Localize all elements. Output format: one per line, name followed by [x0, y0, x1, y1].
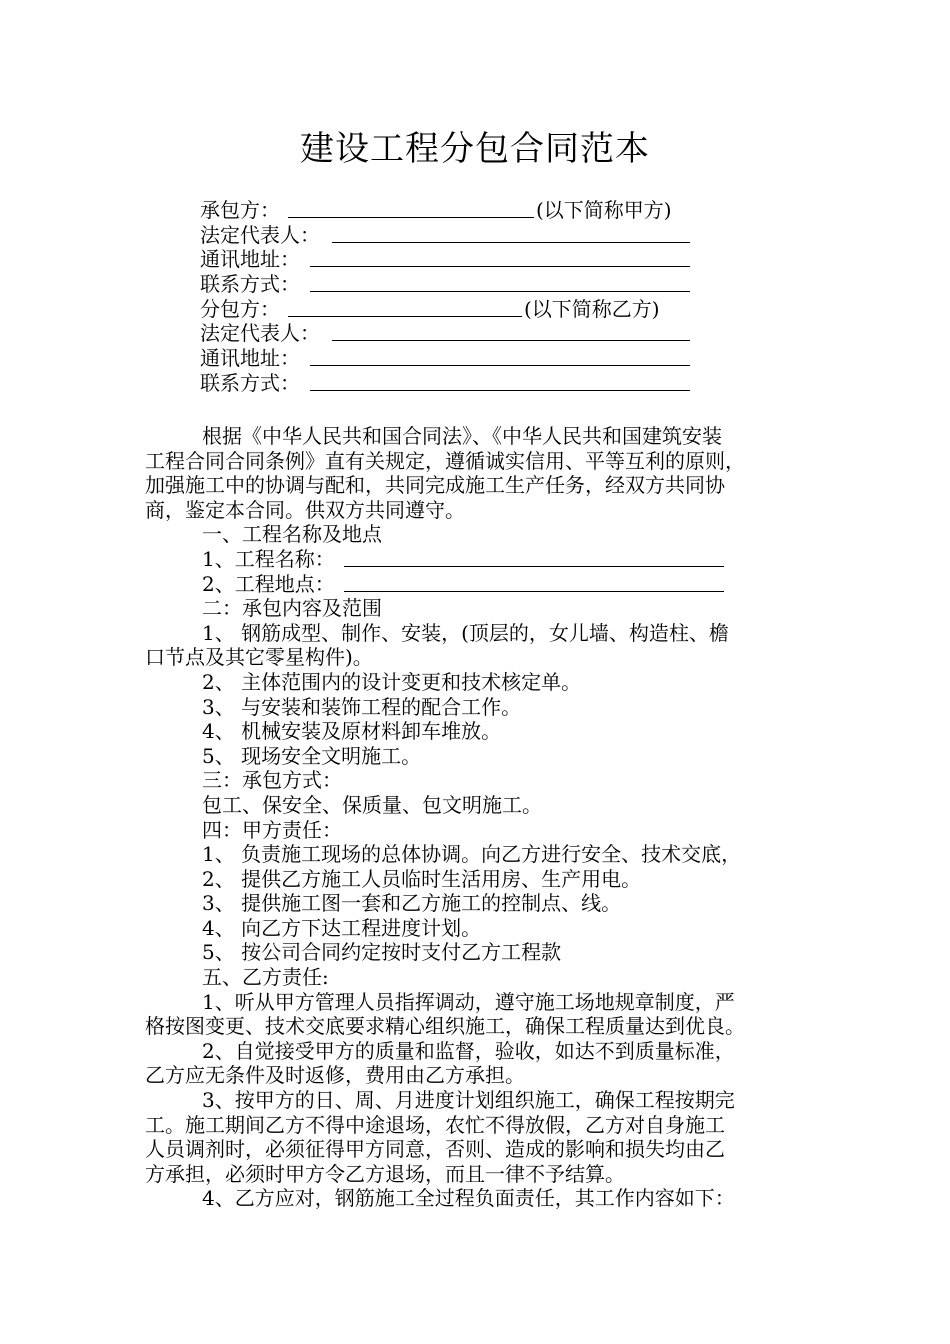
contact-row-1 — [200, 272, 720, 297]
legal-rep-row-1 — [200, 223, 720, 248]
legal-rep-blank-2[interactable] — [332, 340, 690, 341]
section-2-heading: 二：承包内容及范围 — [202, 596, 382, 621]
contact-label-2: 联系方式： — [200, 370, 300, 395]
section-3-content: 包工、保安全、保质量、包文明施工。 — [202, 792, 542, 817]
intro-line: 商，鉴定本合同。供双方共同遵守。 — [145, 497, 465, 522]
project-name-blank[interactable] — [344, 566, 724, 567]
section-2-item: 4、 机械安装及原材料卸车堆放。 — [202, 719, 502, 744]
contact-blank-1[interactable] — [310, 291, 690, 292]
subcontractor-label: 分包方： — [200, 296, 280, 321]
contact-row-2 — [200, 371, 720, 396]
section-5-line: 2、自觉接受甲方的质量和监督，验收，如达不到质量标准， — [202, 1038, 735, 1063]
section-5-line: 4、乙方应对，钢筋施工全过程负面责任，其工作内容如下： — [202, 1186, 735, 1211]
legal-rep-label-1: 法定代表人： — [200, 222, 320, 247]
address-label-1: 通讯地址： — [200, 247, 300, 272]
section-5-line: 人员调剂时，必须征得甲方同意，否则、造成的影响和损失均由乙 — [145, 1137, 725, 1162]
intro-line: 工程合同合同条例》直有关规定，遵循诚实信用、平等互利的原则， — [145, 448, 745, 473]
project-name-row — [145, 547, 810, 572]
section-5-line: 方承担，必须时甲方令乙方退场，而且一律不予结算。 — [145, 1161, 625, 1186]
contractor-label: 承包方： — [200, 198, 280, 222]
subcontractor-row — [200, 297, 720, 322]
contact-blank-2[interactable] — [310, 390, 690, 391]
subcontractor-blank[interactable] — [288, 316, 522, 317]
section-4-item: 2、 提供乙方施工人员临时生活用房、生产用电。 — [202, 866, 642, 891]
intro-line: 根据《中华人民共和国合同法》、《中华人民共和国建筑安装 — [202, 424, 722, 448]
section-2-item: 3、 与安装和装饰工程的配合工作。 — [202, 694, 522, 719]
contractor-row — [200, 198, 720, 223]
section-2-item: 口节点及其它零星构件)。 — [145, 645, 373, 670]
legal-rep-row-2 — [200, 321, 720, 346]
section-4-item: 5、 按公司合同约定按时支付乙方工程款 — [202, 940, 562, 965]
legal-rep-blank-1[interactable] — [332, 242, 690, 243]
section-4-item: 1、 负责施工现场的总体协调。向乙方进行安全、技术交底， — [202, 842, 742, 867]
intro-line: 加强施工中的协调与配和，共同完成施工生产任务，经双方共同协 — [145, 473, 725, 498]
project-location-label: 2、工程地点： — [202, 571, 335, 596]
section-1-heading: 一、工程名称及地点 — [202, 522, 382, 547]
address-row-1 — [200, 247, 720, 272]
address-blank-2[interactable] — [310, 365, 690, 366]
subcontractor-suffix: (以下简称乙方) — [524, 296, 660, 321]
section-4-item: 4、 向乙方下达工程进度计划。 — [202, 915, 482, 940]
section-5-line: 格按图变更、技术交底要求精心组织施工，确保工程质量达到优良。 — [145, 1014, 745, 1039]
section-5-line: 工。施工期间乙方不得中途退场，农忙不得放假，乙方对自身施工 — [145, 1112, 725, 1137]
section-2-item: 1、 钢筋成型、制作、安装，(顶层的，女儿墙、构造柱、檐 — [202, 620, 729, 645]
section-5-heading: 五、乙方责任: — [202, 965, 329, 990]
page-title: 建设工程分包合同范本 — [300, 129, 650, 169]
section-3-heading: 三：承包方式： — [202, 768, 342, 793]
address-row-2 — [200, 346, 720, 371]
contractor-blank[interactable] — [288, 217, 534, 218]
section-5-line: 1、听从甲方管理人员指挥调动，遵守施工场地规章制度，严 — [202, 989, 735, 1014]
section-4-heading: 四：甲方责任： — [202, 817, 342, 842]
section-5-line: 乙方应无条件及时返修，费用由乙方承担。 — [145, 1063, 525, 1088]
section-2-item: 5、 现场安全文明施工。 — [202, 743, 422, 768]
address-label-2: 通讯地址： — [200, 346, 300, 371]
project-location-blank[interactable] — [344, 591, 724, 592]
address-blank-1[interactable] — [310, 266, 690, 267]
contractor-suffix: (以下简称甲方) — [536, 198, 672, 222]
party-info-block — [200, 198, 720, 396]
legal-rep-label-2: 法定代表人： — [200, 321, 320, 346]
section-2-item: 2、 主体范围内的设计变更和技术核定单。 — [202, 669, 582, 694]
project-location-row — [145, 572, 810, 597]
project-name-label: 1、工程名称： — [202, 546, 335, 571]
section-4-item: 3、 提供施工图一套和乙方施工的控制点、线。 — [202, 891, 622, 916]
contact-label-1: 联系方式： — [200, 272, 300, 297]
contract-body — [145, 424, 810, 1211]
section-5-line: 3、按甲方的日、周、月进度计划组织施工，确保工程按期完 — [202, 1088, 735, 1113]
